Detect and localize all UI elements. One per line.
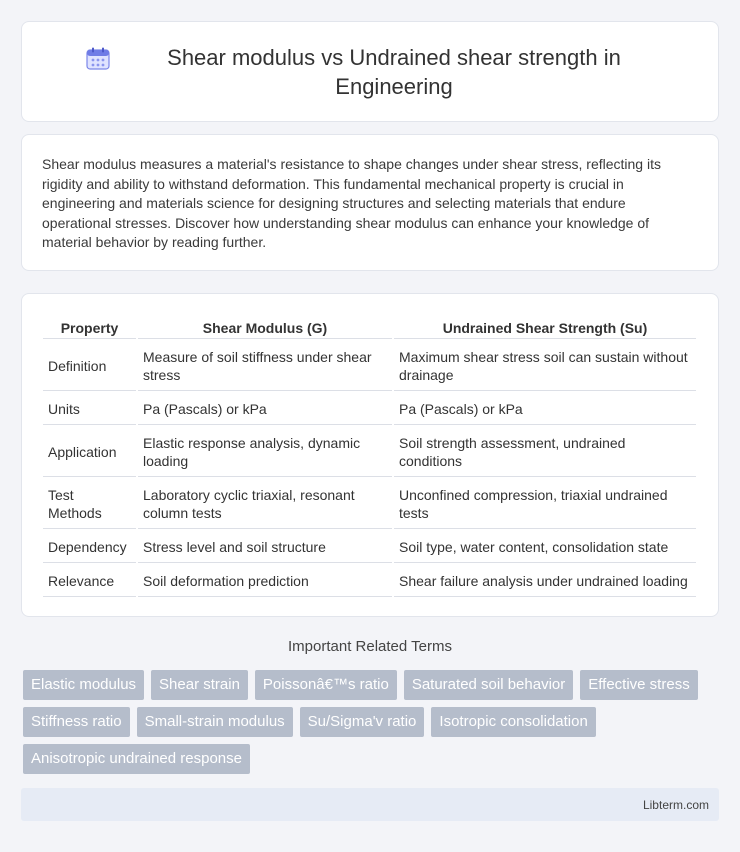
table-cell: Shear failure analysis under undrained loading (394, 565, 696, 597)
page-title: Shear modulus vs Undrained shear strength in Engineering (167, 44, 621, 99)
table-cell: Definition (43, 341, 136, 391)
table-cell: Application (43, 427, 136, 477)
comparison-table (41, 314, 698, 599)
tag-anisotropic-undrained-response[interactable]: Anisotropic undrained response (23, 744, 250, 774)
tag-poissons-ratio[interactable]: Poissonâ€™s ratio (255, 670, 397, 700)
table-row (43, 341, 696, 391)
table-cell: Laboratory cyclic triaxial, resonant column tests (138, 479, 392, 529)
comparison-card (21, 293, 719, 617)
footer-link[interactable]: Libterm.com (642, 798, 709, 812)
table-cell: Test Methods (43, 479, 136, 529)
table-cell: Unconfined compression, triaxial undrained tests (394, 479, 696, 529)
tag-stiffness-ratio[interactable]: Stiffness ratio (23, 707, 130, 737)
tag-isotropic-consolidation[interactable]: Isotropic consolidation (431, 707, 595, 737)
table-header-row (43, 316, 696, 339)
table-cell: Relevance (43, 565, 136, 597)
table-cell: Maximum shear stress soil can sustain without drainage (394, 341, 696, 391)
table-cell: Soil deformation prediction (138, 565, 392, 597)
table-row (43, 393, 696, 425)
tag-small-strain-modulus[interactable]: Small-strain modulus (137, 707, 293, 737)
calendar-icon (86, 47, 112, 71)
footer (21, 788, 719, 821)
intro-card (21, 134, 719, 271)
tag-su-sigma-ratio[interactable]: Su/Sigma'v ratio (300, 707, 425, 737)
table-row (43, 479, 696, 529)
table-cell: Stress level and soil structure (138, 531, 392, 563)
table-cell: Elastic response analysis, dynamic loading (138, 427, 392, 477)
table-row (43, 565, 696, 597)
title-card (21, 21, 719, 122)
intro-text: Shear modulus measures a material's resistance to shape changes under shear stress, reflecting its rigidity and ability to withstand deformation. This fundamental mechanical property is crucial in engineering and materials science for designing structures and selecting materials that endure operational stresses. Discover how understanding shear modulus can enhance your knowledge of material behavior by reading further. (42, 156, 661, 251)
table-cell: Units (43, 393, 136, 425)
column-header-undrained-strength: Undrained Shear Strength (Su) (394, 316, 696, 339)
tag-shear-strain[interactable]: Shear strain (151, 670, 248, 700)
table-row (43, 427, 696, 477)
table-cell: Pa (Pascals) or kPa (394, 393, 696, 425)
table-cell: Soil type, water content, consolidation state (394, 531, 696, 563)
title-wrap (86, 43, 654, 101)
table-cell: Dependency (43, 531, 136, 563)
column-header-property: Property (43, 316, 136, 339)
table-cell: Measure of soil stiffness under shear stress (138, 341, 392, 391)
table-row (43, 531, 696, 563)
table-cell: Pa (Pascals) or kPa (138, 393, 392, 425)
related-terms-title: Important Related Terms (288, 638, 452, 655)
related-terms-tags (23, 670, 723, 774)
tag-saturated-soil-behavior[interactable]: Saturated soil behavior (404, 670, 573, 700)
table-cell: Soil strength assessment, undrained conditions (394, 427, 696, 477)
column-header-shear-modulus: Shear Modulus (G) (138, 316, 392, 339)
tag-elastic-modulus[interactable]: Elastic modulus (23, 670, 144, 700)
tag-effective-stress[interactable]: Effective stress (580, 670, 697, 700)
